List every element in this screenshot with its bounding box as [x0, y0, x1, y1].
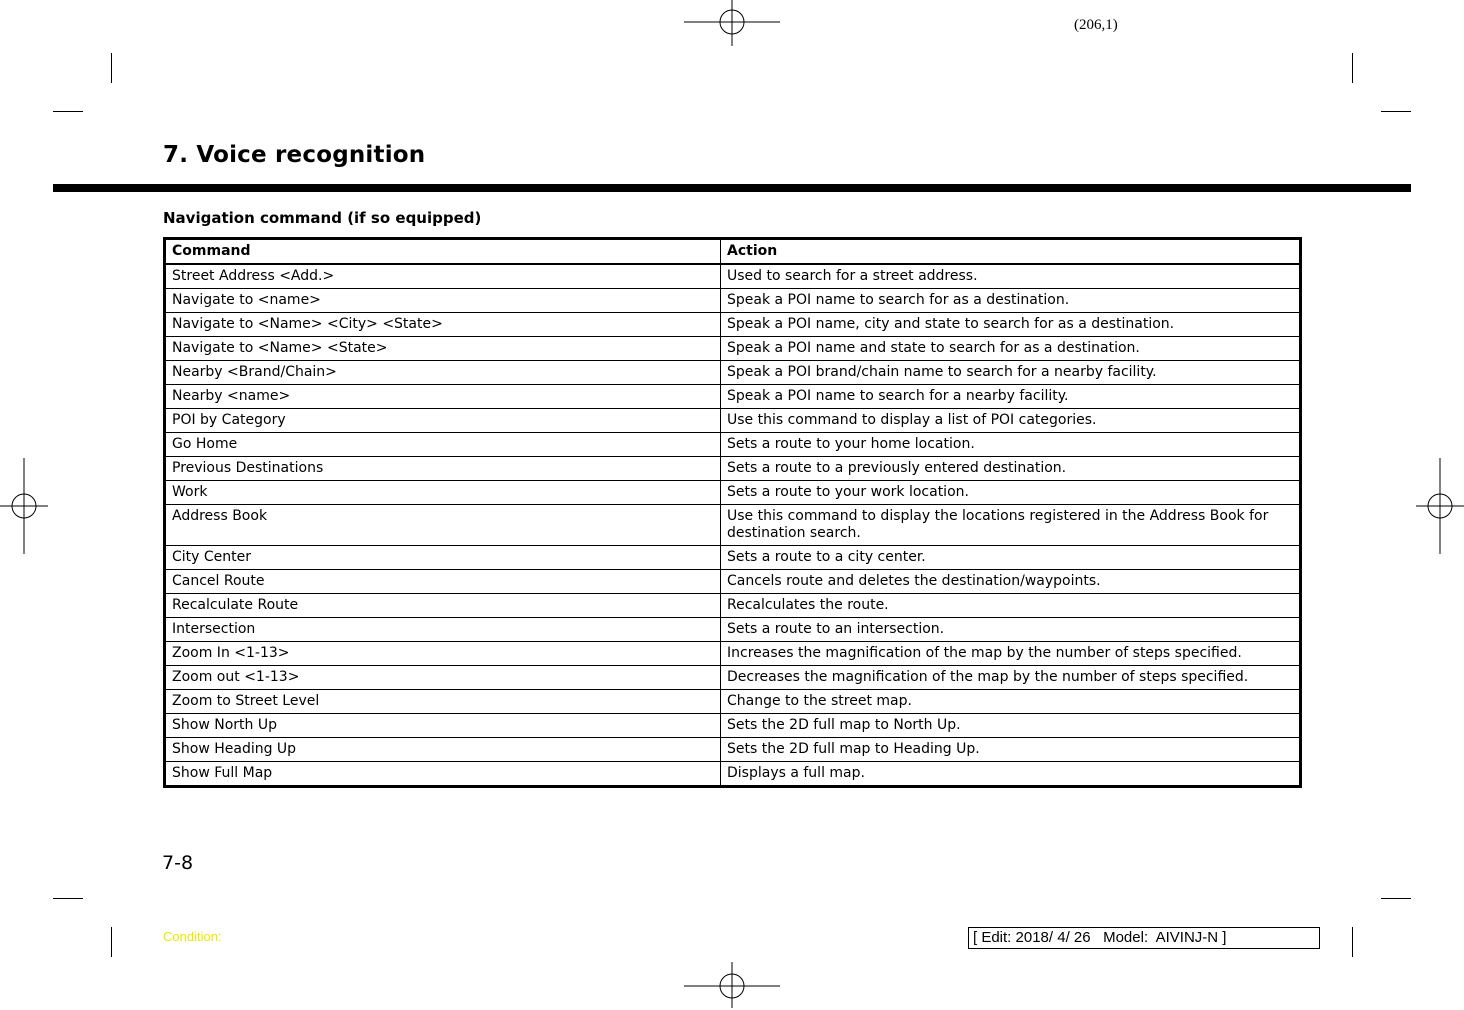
- table-row: [165, 738, 1301, 762]
- action-cell: Sets a route to your home location.: [721, 433, 1301, 457]
- command-cell: Show Heading Up: [165, 738, 721, 762]
- table-row: [165, 570, 1301, 594]
- command-cell: Recalculate Route: [165, 594, 721, 618]
- crop-mark-bottom-right-v: [1352, 927, 1353, 957]
- table-row: [165, 361, 1301, 385]
- table-row: [165, 337, 1301, 361]
- table-row: [165, 642, 1301, 666]
- column-header-command: Command: [165, 239, 721, 265]
- action-cell: Speak a POI name, city and state to search for as a destination.: [721, 313, 1301, 337]
- registration-mark-top-icon: [684, 0, 780, 46]
- action-cell: Speak a POI name to search for as a destination.: [721, 289, 1301, 313]
- crop-mark-top-left-h: [53, 111, 83, 112]
- crop-mark-bottom-left-h: [53, 898, 83, 899]
- table-row: [165, 714, 1301, 738]
- command-cell: Street Address <Add.>: [165, 264, 721, 289]
- command-cell: Show Full Map: [165, 762, 721, 787]
- table-row: [165, 505, 1301, 546]
- registration-mark-left-icon: [0, 458, 48, 554]
- condition-label: Condition:: [163, 929, 222, 944]
- action-cell: Speak a POI name and state to search for as a destination.: [721, 337, 1301, 361]
- table-row: [165, 457, 1301, 481]
- chapter-title: 7. Voice recognition: [163, 142, 426, 168]
- table-row: [165, 618, 1301, 642]
- table-row: [165, 594, 1301, 618]
- crop-mark-top-right-h: [1381, 111, 1411, 112]
- crop-mark-bottom-right-h: [1381, 898, 1411, 899]
- registration-mark-right-icon: [1416, 458, 1464, 554]
- action-cell: Recalculates the route.: [721, 594, 1301, 618]
- table-row: [165, 546, 1301, 570]
- action-cell: Sets a route to an intersection.: [721, 618, 1301, 642]
- edit-info-box: [ Edit: 2018/ 4/ 26 Model: AIVINJ-N ]: [968, 927, 1320, 949]
- table-row: [165, 385, 1301, 409]
- command-cell: Navigate to <Name> <State>: [165, 337, 721, 361]
- crop-mark-top-left-v: [111, 53, 112, 83]
- action-cell: Change to the street map.: [721, 690, 1301, 714]
- table-row: [165, 409, 1301, 433]
- crop-mark-bottom-left-v: [111, 927, 112, 957]
- action-cell: Decreases the magnification of the map by the number of steps specified.: [721, 666, 1301, 690]
- table-header-row: [165, 239, 1301, 265]
- action-cell: Use this command to display a list of POI categories.: [721, 409, 1301, 433]
- action-cell: Use this command to display the locations registered in the Address Book for destination search.: [721, 505, 1301, 546]
- crop-mark-top-right-v: [1352, 53, 1353, 83]
- command-cell: Nearby <name>: [165, 385, 721, 409]
- action-cell: Used to search for a street address.: [721, 264, 1301, 289]
- column-header-action: Action: [721, 239, 1301, 265]
- action-cell: Increases the magnification of the map by the number of steps specified.: [721, 642, 1301, 666]
- command-cell: Go Home: [165, 433, 721, 457]
- table-row: [165, 666, 1301, 690]
- action-cell: Displays a full map.: [721, 762, 1301, 787]
- command-cell: City Center: [165, 546, 721, 570]
- command-cell: Previous Destinations: [165, 457, 721, 481]
- table-row: [165, 481, 1301, 505]
- command-cell: Nearby <Brand/Chain>: [165, 361, 721, 385]
- table-row: [165, 762, 1301, 787]
- command-cell: Navigate to <Name> <City> <State>: [165, 313, 721, 337]
- table-row: [165, 313, 1301, 337]
- action-cell: Sets the 2D full map to North Up.: [721, 714, 1301, 738]
- command-cell: Zoom out <1-13>: [165, 666, 721, 690]
- command-cell: Address Book: [165, 505, 721, 546]
- command-cell: Show North Up: [165, 714, 721, 738]
- command-table: [163, 237, 1302, 788]
- command-cell: Zoom In <1-13>: [165, 642, 721, 666]
- command-cell: Navigate to <name>: [165, 289, 721, 313]
- table-row: [165, 690, 1301, 714]
- action-cell: Cancels route and deletes the destination/waypoints.: [721, 570, 1301, 594]
- table-row: [165, 264, 1301, 289]
- action-cell: Sets a route to a city center.: [721, 546, 1301, 570]
- page-number: 7-8: [162, 852, 194, 874]
- command-cell: Zoom to Street Level: [165, 690, 721, 714]
- table-body: [165, 264, 1301, 787]
- command-cell: POI by Category: [165, 409, 721, 433]
- action-cell: Sets a route to a previously entered destination.: [721, 457, 1301, 481]
- action-cell: Speak a POI name to search for a nearby facility.: [721, 385, 1301, 409]
- action-cell: Sets the 2D full map to Heading Up.: [721, 738, 1301, 762]
- page-code: (206,1): [1074, 17, 1118, 33]
- table-row: [165, 433, 1301, 457]
- action-cell: Sets a route to your work location.: [721, 481, 1301, 505]
- section-title: Navigation command (if so equipped): [163, 209, 482, 227]
- header-rule: [53, 184, 1411, 192]
- action-cell: Speak a POI brand/chain name to search for a nearby facility.: [721, 361, 1301, 385]
- table-row: [165, 289, 1301, 313]
- command-cell: Work: [165, 481, 721, 505]
- registration-mark-bottom-icon: [684, 962, 780, 1008]
- command-cell: Cancel Route: [165, 570, 721, 594]
- command-cell: Intersection: [165, 618, 721, 642]
